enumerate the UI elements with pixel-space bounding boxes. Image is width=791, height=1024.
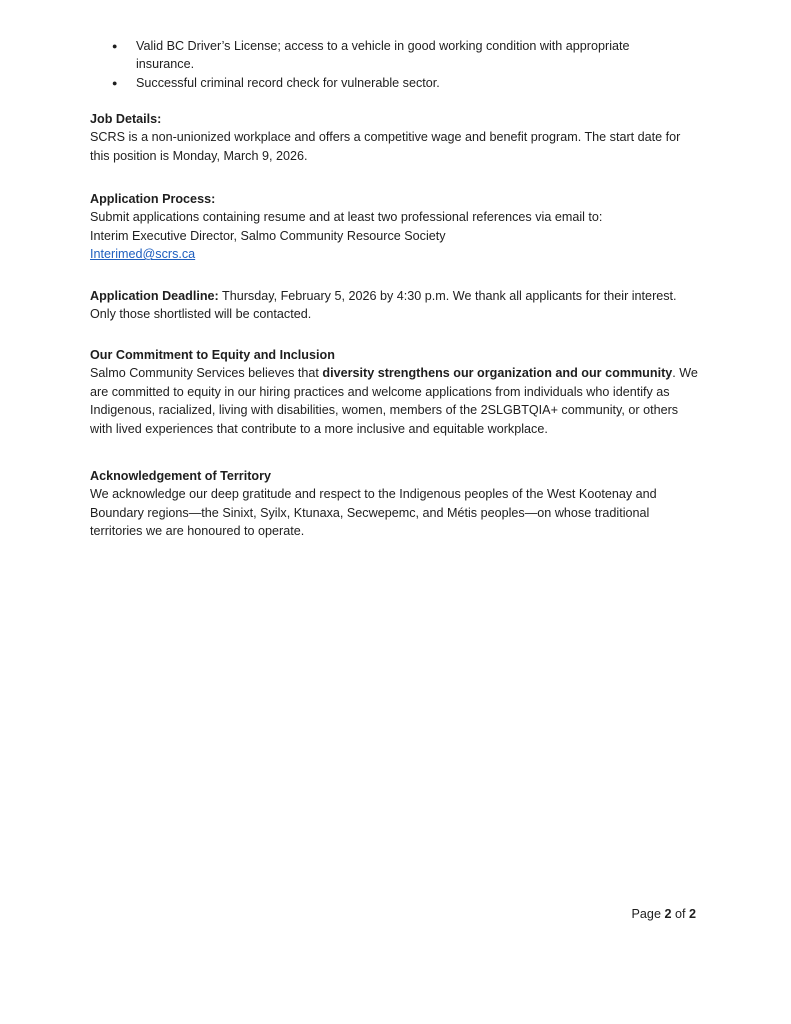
application-process-line1: Submit applications containing resume and at least two professional references via email to: <box>90 210 603 225</box>
territory-text: We acknowledge our deep gratitude and respect to the Indigenous peoples of the West Kootenay and Boundary regions—the Sinixt, Syilx, Ktunaxa, Secwepemc, and Métis peoples—on whose traditional territories we are honoured to operate. <box>90 487 657 539</box>
equity-bold: diversity strengthens our organization and our community <box>322 366 673 381</box>
requirements-list <box>112 37 672 92</box>
list-item-text: Successful criminal record check for vulnerable sector. <box>136 75 440 90</box>
bullet-icon: ● <box>112 41 118 51</box>
list-item <box>112 74 672 92</box>
list-item-text: Valid BC Driver’s License; access to a vehicle in good working condition with appropriate insurance. <box>136 39 630 72</box>
equity-intro: Salmo Community Services believes that <box>90 366 323 381</box>
equity-text <box>90 364 700 438</box>
equity-section <box>90 346 700 438</box>
equity-rest: . We are committed to equity in our hiring practices and welcome applications from individuals who identify as Indigenous, racialized, living with disabilities, women, members of the 2SLGBTQIA+ community, or others with lived experiences that contribute to a more inclusive and equitable workplace. <box>90 366 698 436</box>
application-process-line2: Interim Executive Director, Salmo Community Resource Society <box>90 228 446 243</box>
job-details-section <box>90 110 700 165</box>
page-label: Page <box>631 907 665 921</box>
email-link[interactable]: Interimed@scrs.ca <box>90 247 196 262</box>
page-number <box>600 905 696 923</box>
page-total: 2 <box>688 907 696 921</box>
job-details-text: SCRS is a non-unionized workplace and offers a competitive wage and benefit program. The start date for this position is Monday, March 9, 2026. <box>90 130 681 163</box>
page-of: of <box>671 907 689 921</box>
application-process-section <box>90 190 700 264</box>
application-process-heading: Application Process: <box>90 192 216 206</box>
job-details-heading: Job Details: <box>90 112 162 126</box>
territory-section <box>90 467 700 541</box>
deadline-section <box>90 287 700 324</box>
deadline-text: Thursday, February 5, 2026 by 4:30 p.m. We thank all applicants for their interest. Only those shortlisted will be contacted. <box>90 289 677 322</box>
deadline-label: Application Deadline: <box>90 289 219 303</box>
page-current: 2 <box>664 907 672 921</box>
list-item <box>112 37 672 74</box>
bullet-icon: ● <box>112 77 118 88</box>
territory-heading: Acknowledgement of Territory <box>90 469 272 483</box>
equity-heading: Our Commitment to Equity and Inclusion <box>90 348 335 362</box>
